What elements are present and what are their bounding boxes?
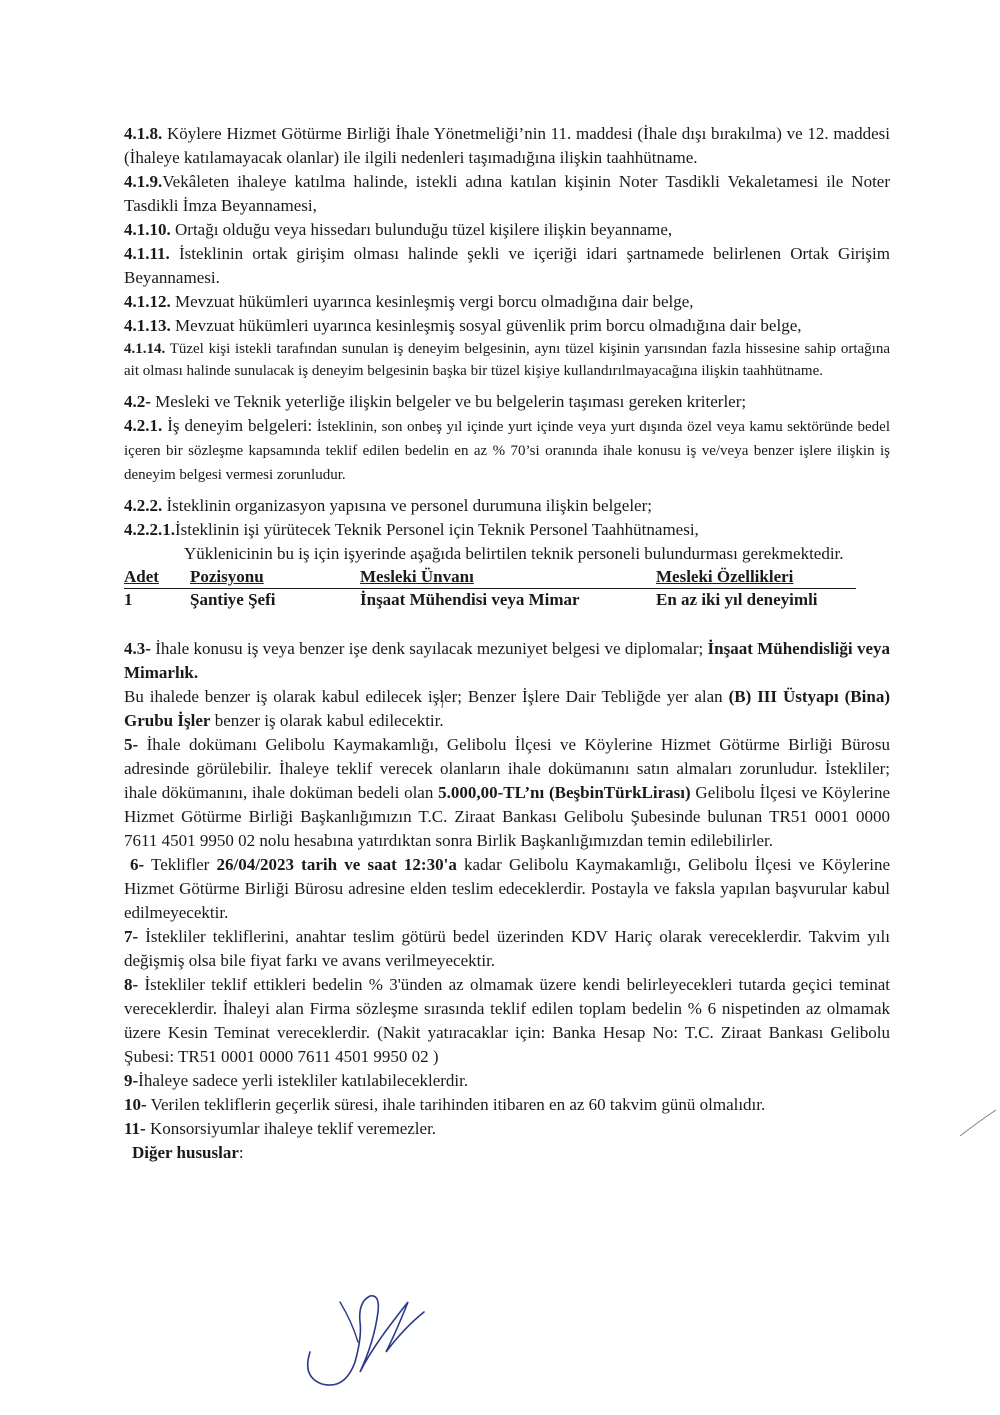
- header-count: Adet: [124, 566, 190, 589]
- similar-works: Bu ihalede benzer iş olarak kabul edilecek işler; Benzer İşlere Dair Tebliğde yer alan (B) III Üstyapı (Bina) Grubu İşler benzer iş olarak kabul edilecektir.: [124, 687, 890, 730]
- item-text: İsteklinin ortak girişim olması halinde şekli ve içeriği idari şartnamede belirlenen Ortak Girişim Beyannamesi.: [124, 244, 890, 287]
- item-lead: İş deneyim belgeleri:: [162, 416, 313, 435]
- section-text: İhale konusu iş veya benzer işe denk sayılacak mezuniyet belgesi ve diplomalar;: [150, 639, 708, 658]
- table-row: [124, 589, 856, 612]
- signature-icon: [300, 1282, 430, 1392]
- section-number: 5-: [124, 735, 139, 754]
- item-text: İsteklinin, son onbeş yıl içinde yurt içinde veya yurt dışında özel veya kamu sektöründe bedel içeren bir sözleşme kapsamında teklif edilen bedelin en az % 70’si oranında ihale konusu iş ve/veya benzer işlere ilişkin iş deneyim belgesi vermesi zorunludur.: [124, 419, 890, 483]
- item-4-1-10: [124, 218, 890, 242]
- section-7: 7- İstekliler tekliflerini, anahtar teslim götürü bedel üzerinden KDV Hariç olarak vereceklerdir. Takvim yılı değişmiş olsa bile fiyat farkı ve avans verilmeyecektir.: [124, 927, 890, 970]
- header-qualification: Mesleki Özellikleri: [656, 566, 856, 589]
- item-text: Köylere Hizmet Götürme Birliği İhale Yönetmeliği’nin 11. maddesi (İhale dışı bırakılma) ve 12. maddesi (İhaleye katılamayacak olanlar) ile ilgili nedenleri taşımadığına ilişkin taahhütname.: [124, 124, 890, 167]
- cell-title: İnşaat Mühendisi veya Mimar: [360, 590, 580, 609]
- item-4-1-14: [124, 338, 890, 382]
- item-text: İsteklinin organizasyon yapısına ve personel durumuna ilişkin belgeler;: [162, 496, 652, 515]
- item-number: 4.1.12.: [124, 292, 171, 311]
- header-position: Pozisyonu: [190, 566, 360, 589]
- section-number: 10-: [124, 1095, 147, 1114]
- margin-mark-icon: [958, 1108, 998, 1138]
- item-number: 4.2.1.: [124, 416, 163, 435]
- header-title: Mesleki Ünvanı: [360, 566, 656, 589]
- section-number: 7-: [124, 927, 139, 946]
- other-matters-heading: Diğer hususlar:: [132, 1143, 244, 1162]
- section-number: 11-: [124, 1119, 146, 1138]
- section-number: 8-: [124, 975, 139, 994]
- item-number: 4.1.11.: [124, 244, 170, 263]
- technical-staff-table: [124, 566, 856, 611]
- section-number: 4.2-: [124, 392, 151, 411]
- item-number: 4.1.13.: [124, 316, 171, 335]
- item-4-2-1: [124, 414, 890, 486]
- item-4-2-2-1: [124, 518, 890, 542]
- section-number: 4.3-: [124, 639, 151, 658]
- item-text: Mevzuat hükümleri uyarınca kesinleşmiş sosyal güvenlik prim borcu olmadığına dair belge,: [170, 316, 802, 335]
- item-number: 4.2.2.: [124, 496, 163, 515]
- item-4-1-12: [124, 290, 890, 314]
- item-4-1-11: [124, 242, 890, 290]
- section-number: 6-: [130, 855, 145, 874]
- document-body: [124, 122, 890, 1165]
- item-4-1-9: [124, 170, 890, 218]
- section-4-2-heading: [124, 390, 890, 414]
- item-number: 4.1.8.: [124, 124, 163, 143]
- section-number: 9-: [124, 1071, 139, 1090]
- contractor-requirement: Yüklenicinin bu iş için işyerinde aşağıda belirtilen teknik personeli bulundurması gerekmektedir.: [184, 544, 844, 563]
- cell-position: Şantiye Şefi: [190, 590, 276, 609]
- item-text: Mevzuat hükümleri uyarınca kesinleşmiş vergi borcu olmadığına dair belge,: [170, 292, 694, 311]
- section-11: 11- Konsorsiyumlar ihaleye teklif veremezler.: [124, 1119, 437, 1138]
- section-text: Mesleki ve Teknik yeterliğe ilişkin belgeler ve bu belgelerin taşıması gereken kriterler;: [150, 392, 747, 411]
- section-bold: İnşaat Mühendisliği veya Mimarlık: [124, 639, 890, 682]
- item-text: Tüzel kişi istekli tarafından sunulan iş deneyim belgesinin, aynı tüzel kişinin yarısından fazla hissesine sahip ortağına ait olması halinde sunulacak iş deneyim belgesinin başka bir tüzel kişiye kullandırılmayacağına ilişkin taahhütname.: [124, 341, 890, 379]
- pen-mark-icon: [436, 696, 448, 710]
- item-4-2-2: [124, 494, 890, 518]
- deadline: 26/04/2023 tarih ve saat 12:30'a: [216, 855, 457, 874]
- section-9: 9-İhaleye sadece yerli istekliler katılabileceklerdir.: [124, 1071, 469, 1090]
- item-number: 4.1.10.: [124, 220, 171, 239]
- item-number: 4.1.14.: [124, 341, 166, 357]
- item-text: İsteklinin işi yürütecek Teknik Personel için Teknik Personel Taahhütnamesi,: [175, 520, 699, 539]
- item-4-1-8: [124, 122, 890, 170]
- cell-count: 1: [124, 590, 133, 609]
- section-6: 6- Teklifler 26/04/2023 tarih ve saat 12:30'a kadar Gelibolu Kaymakamlığı, Gelibolu İlçesi ve Köylerine Hizmet Götürme Birliği Bürosu adresine elden teslim edeceklerdir. Postayla ve faksla yapılan başvurular kabul edilmeyecektir.: [124, 855, 890, 922]
- table-header-row: [124, 566, 856, 589]
- section-5: 5- İhale dokümanı Gelibolu Kaymakamlığı, Gelibolu İlçesi ve Köylerine Hizmet Götürme Birliği Bürosu adresinde görülebilir. İhaleye teklif verecek olanların ihale dokümanını satın almaları zorunludur. İstekliler; ihale dökümanını, ihale doküman bedeli olan 5.000,00-TL’nı (BeşbinTürkLirası) Gelibolu İlçesi ve Köylerine Hizmet Götürme Birliği Başkanlığımızın T.C. Ziraat Bankası Gelibolu Şubesinde bulunan TR51 0001 0000 7611 4501 9950 02 nolu hesabına yatırdıktan sonra Birlik Başkanlığımızdan temin edilebilirler.: [124, 735, 890, 850]
- section-10: 10- Verilen tekliflerin geçerlik süresi, ihale tarihinden itibaren en az 60 takvim günü olmalıdır.: [124, 1095, 766, 1114]
- section-8: 8- İstekliler teklif ettikleri bedelin % 3'ünden az olmamak üzere kendi belirleyecekleri tutarda geçici teminat vereceklerdir. İhaleyi alan Firma sözleşme sırasında teklif edilen toplam bedelin % 6 nispetinden az olmamak üzere Kesin Teminat vereceklerdir. (Nakit yatıracaklar için: Banka Hesap No: T.C. Ziraat Bankası Gelibolu Şubesi: TR51 0001 0000 7611 4501 9950 02 ): [124, 975, 890, 1066]
- similar-works-group: (B) III Üstyapı (Bina) Grubu İşler: [124, 687, 890, 730]
- item-text: Ortağı olduğu veya hissedarı bulunduğu tüzel kişilere ilişkin beyanname,: [170, 220, 673, 239]
- item-text: Vekâleten ihaleye katılma halinde, istekli adına katılan kişinin Noter Tasdikli Vekaletamesi ile Noter Tasdikli İmza Beyannamesi,: [124, 172, 890, 215]
- item-4-1-13: [124, 314, 890, 338]
- cell-qualification: En az iki yıl deneyimli: [656, 590, 818, 609]
- item-number: 4.2.2.1.: [124, 520, 175, 539]
- section-4-3: 4.3- İhale konusu iş veya benzer işe denk sayılacak mezuniyet belgesi ve diplomalar; İnşaat Mühendisliği veya Mimarlık.: [124, 639, 890, 682]
- item-number: 4.1.9.: [124, 172, 163, 191]
- document-price: 5.000,00-TL’nı (BeşbinTürkLirası): [438, 783, 691, 802]
